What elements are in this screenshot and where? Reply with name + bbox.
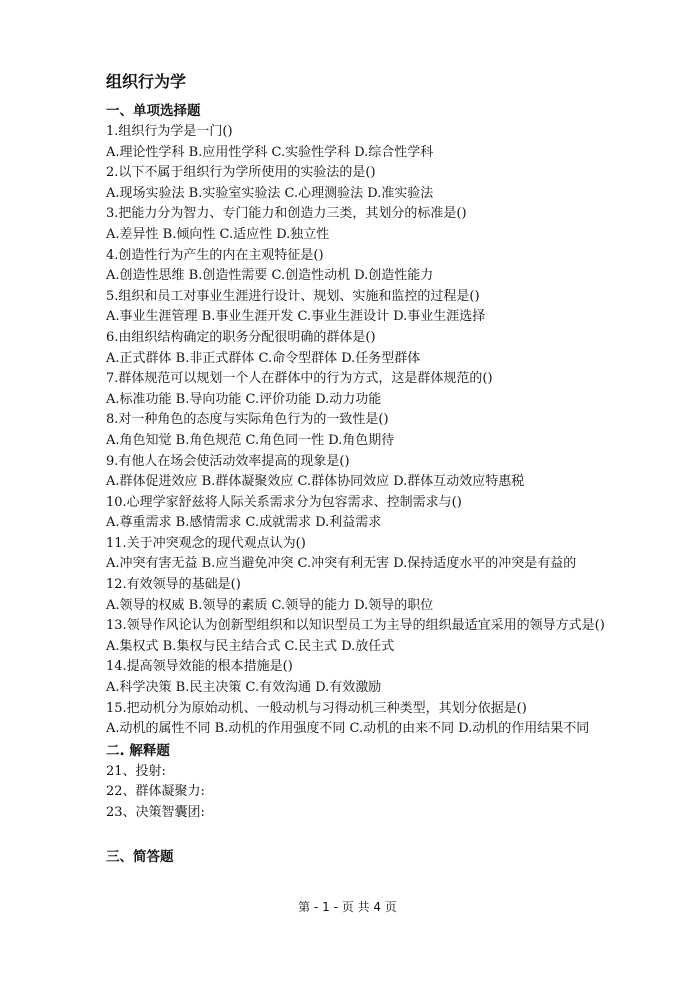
question-text: 6.由组织结构确定的职务分配很明确的群体是() [106, 329, 376, 345]
question-options: A.科学决策 B.民主决策 C.有效沟通 D.有效激励 [106, 680, 382, 696]
question-text: 1.组织行为学是一门() [106, 124, 233, 139]
question-item [106, 657, 666, 698]
question-text: 12.有效领导的基础是() [106, 577, 241, 593]
question-text: 3.把能力分为智力、专门能力和创造力三类，其划分的标准是() [106, 206, 467, 222]
question-options: A.差异性 B.倾向性 C.适应性 D.独立性 [106, 226, 330, 242]
question-item [106, 287, 666, 328]
question-item [106, 163, 666, 204]
section-heading-short-answer: 三、简答题 [106, 848, 174, 865]
page-footer: 第 - 1 - 页 共 4 页 [298, 900, 397, 914]
question-text: 13.领导作风论认为创新型组织和以知识型员工为主导的组织最适宜采用的领导方式是() [106, 618, 605, 634]
question-item [106, 493, 666, 534]
term-item: 23、决策智囊团: [106, 805, 205, 820]
question-list [106, 122, 666, 740]
question-text: 14.提高领导效能的根本措施是() [106, 659, 293, 675]
question-text: 4.创造性行为产生的内在主观特征是() [106, 247, 324, 263]
spacer [106, 824, 666, 846]
question-text: 5.组织和员工对事业生涯进行设计、规划、实施和监控的过程是() [106, 288, 480, 304]
term-list [106, 762, 666, 824]
question-text: 8.对一种角色的态度与实际角色行为的一致性是() [106, 412, 389, 428]
question-options: A.动机的属性不同 B.动机的作用强度不同 C.动机的由来不同 D.动机的作用结果不同 [106, 721, 590, 737]
question-options: A.角色知觉 B.角色规范 C.角色同一性 D.角色期待 [106, 432, 395, 448]
question-options: A.冲突有害无益 B.应当避免冲突 C.冲突有利无害 D.保持适度水平的冲突是有益的 [106, 556, 577, 572]
question-item [106, 369, 666, 410]
document-body [106, 70, 666, 868]
question-item [106, 328, 666, 369]
question-options: A.创造性思维 B.创造性需要 C.创造性动机 D.创造性能力 [106, 268, 434, 284]
question-text: 15.把动机分为原始动机、一般动机与习得动机三种类型，其划分依据是() [106, 700, 527, 716]
question-options: A.领导的权威 B.领导的素质 C.领导的能力 D.领导的职位 [106, 597, 434, 613]
question-options: A.标准功能 B.导向功能 C.评价功能 D.动力功能 [106, 391, 382, 407]
question-options: A.事业生涯管理 B.事业生涯开发 C.事业生涯设计 D.事业生涯选择 [106, 309, 486, 325]
question-item [106, 410, 666, 451]
question-options: A.理论性学科 B.应用性学科 C.实验性学科 D.综合性学科 [106, 144, 434, 160]
question-options: A.群体促进效应 B.群体凝聚效应 C.群体协同效应 D.群体互动效应特惠税 [106, 474, 525, 490]
question-item [106, 699, 666, 740]
question-text: 2.以下不属于组织行为学所使用的实验法的是() [106, 165, 376, 181]
question-item [106, 246, 666, 287]
question-text: 10.心理学家舒兹将人际关系需求分为包容需求、控制需求与() [106, 494, 462, 510]
document-title: 组织行为学 [106, 72, 187, 91]
question-options: A.现场实验法 B.实验室实验法 C.心理测验法 D.准实验法 [106, 185, 434, 201]
question-item [106, 452, 666, 493]
question-options: A.正式群体 B.非正式群体 C.命令型群体 D.任务型群体 [106, 350, 421, 366]
question-text: 9.有他人在场会使活动效率提高的现象是() [106, 453, 350, 469]
question-item [106, 575, 666, 616]
term-item: 22、群体凝聚力: [106, 784, 205, 800]
term-item: 21、投射: [106, 763, 166, 779]
question-text: 11.关于冲突观念的现代观点认为() [106, 535, 306, 551]
question-options: A.集权式 B.集权与民主结合式 C.民主式 D.放任式 [106, 638, 395, 654]
section-heading-explain: 二. 解释题 [106, 742, 170, 759]
question-item [106, 616, 666, 657]
question-text: 7.群体规范可以规划一个人在群体中的行为方式，这是群体规范的() [106, 371, 493, 387]
question-item [106, 204, 666, 245]
section-heading-choice: 一、单项选择题 [106, 103, 201, 119]
question-item [106, 122, 666, 163]
question-options: A.尊重需求 B.感情需求 C.成就需求 D.利益需求 [106, 515, 382, 531]
question-item [106, 534, 666, 575]
